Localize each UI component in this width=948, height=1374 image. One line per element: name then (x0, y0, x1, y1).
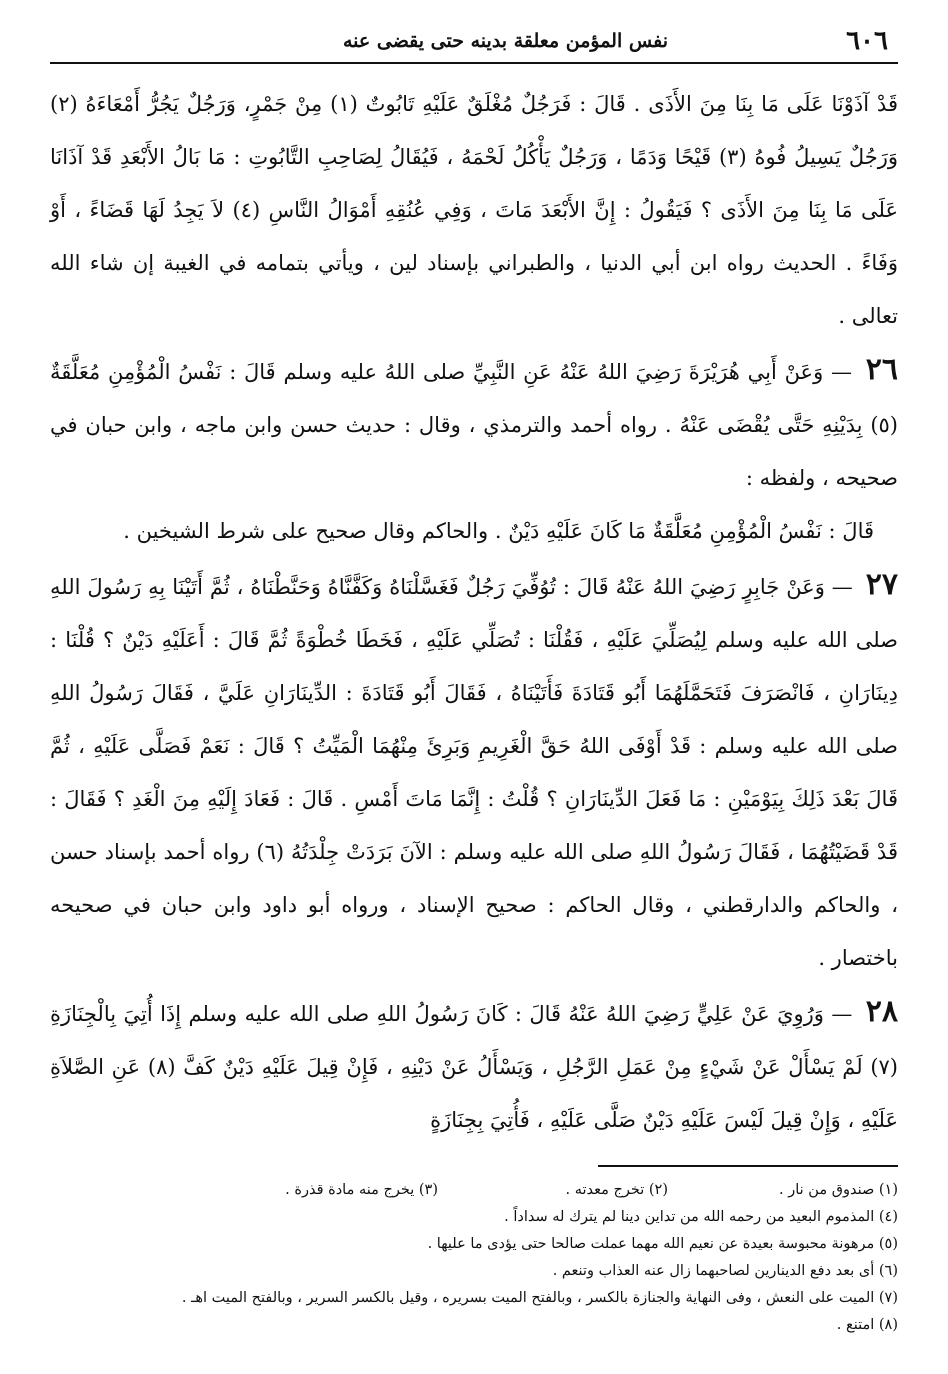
footnote-2: (٢) تخرج معدته . (565, 1182, 668, 1198)
hadith-28 (50, 985, 898, 1147)
main-text (50, 78, 898, 1147)
page-header (50, 22, 898, 64)
footnote-5: (٥) مرهونة محبوسة بعيدة عن نعيم الله مهما عملت صالحا حتى يؤدى ما عليها . (427, 1236, 898, 1252)
hadith-26-variant: قَالَ : نَفْسُ الْمُؤْمِنِ مُعَلَّقَةٌ مَا كَانَ عَلَيْهِ دَيْنٌ . والحاكم وقال صحيح على شرط الشيخين . (123, 519, 874, 543)
hadith-text: — وَعَنْ أَبِي هُرَيْرَةَ رَضِيَ اللهُ عَنْهُ عَنِ النَّبِيِّ صلى اللهُ عليه وسلم قَالَ : نَفْسُ الْمُؤْمِنِ مُعَلَّقَةٌ (٥) بِدَيْنِهِ حَتَّى يُقْضَى عَنْهُ . رواه أحمد والترمذي ، وقال : حديث حسن وابن ماجه ، وابن حبان في صحيحه ، ولفظه : (50, 360, 898, 490)
footnote-divider (598, 1165, 898, 1167)
hadith-text: — وَعَنْ جَابِرٍ رَضِيَ اللهُ عَنْهُ قَالَ : تُوُفِّيَ رَجُلٌ فَغَسَّلْنَاهُ وَكَفَّنَّاهُ وَحَنَّطْنَاهُ ، ثُمَّ أَتَيْنَا بِهِ رَسُولَ اللهِ صلى الله عليه وسلم لِيُصَلِّيَ عَلَيْهِ ، فَقُلْنَا : تُصَلِّي عَلَيْهِ ، فَخَطَا خُطْوَةً ثُمَّ قَالَ : أَعَلَيْهِ دَيْنٌ ؟ قُلْنَا : دِينَارَانِ ، فَانْصَرَفَ فَتَحَمَّلَهُمَا أَبُو قَتَادَةَ فَأَتَيْنَاهُ ، فَقَالَ أَبُو قَتَادَةَ : الدِّينَارَانِ عَلَيَّ ، فَقَالَ رَسُولُ اللهِ صلى الله عليه وسلم : قَدْ أَوْفَى اللهُ حَقَّ الْغَرِيمِ وَبَرِئَ مِنْهُمَا الْمَيِّتُ ؟ قَالَ : نَعَمْ فَصَلَّى عَلَيْهِ ، ثُمَّ قَالَ بَعْدَ ذَلِكَ بِيَوْمَيْنِ : مَا فَعَلَ الدِّينَارَانِ ؟ قُلْتُ : إِنَّمَا مَاتَ أَمْسِ . قَالَ : فَعَادَ إِلَيْهِ مِنَ الْغَدِ ؟ فَقَالَ : قَدْ قَضَيْتُهُمَا ، فَقَالَ رَسُولُ اللهِ صلى الله عليه وسلم : الآنَ بَرَدَتْ جِلْدَتُهُ (٦) رواه أحمد بإسناد حسن ، والحاكم والدارقطني ، وقال الحاكم : صحيح الإسناد ، ورواه أبو داود وابن حبان في صحيحه باختصار . (50, 575, 898, 970)
footnote-1: (١) صندوق من نار . (779, 1182, 898, 1198)
footnote-6: (٦) أى بعد دفع الدينارين لصاحبهما زال عنه العذاب وتنعم . (552, 1263, 898, 1279)
hadith-27 (50, 558, 898, 985)
hadith-number: ٢٨ (865, 994, 898, 1029)
footnote-8: (٨) امتنع . (836, 1317, 898, 1333)
paragraph-continuation: قَدْ آذَوْنَا عَلَى مَا بِنَا مِنَ الأَذَى . قَالَ : فَرَجُلٌ مُغْلَقٌ عَلَيْهِ تَابُوتٌ (١) مِنْ جَمْرٍ، وَرَجُلٌ يَجُرُّ أَمْعَاءَهُ (٢) وَرَجُلٌ يَسِيلُ فُوهُ (٣) قَيْحًا وَدَمًا ، وَرَجُلٌ يَأْكُلُ لَحْمَهُ ، فَيُقَالُ لِصَاحِبِ التَّابُوتِ : مَا بَالُ الأَبْعَدِ قَدْ آذَانَا عَلَى مَا بِنَا مِنَ الأَذَى ؟ فَيَقُولُ : إِنَّ الأَبْعَدَ مَاتَ ، وَفِي عُنُقِهِ أَمْوَالُ النَّاسِ (٤) لاَ يَجِدُ لَهَا قَضَاءً ، أَوْ وَفَاءً . الحديث رواه ابن أبي الدنيا ، والطبراني بإسناد لين ، ويأتي بتمامه في الغيبة إن شاء الله تعالى . (50, 92, 898, 328)
hadith-number: ٢٧ (865, 567, 898, 602)
hadith-number: ٢٦ (865, 352, 898, 387)
hadith-text: — وَرُوِيَ عَنْ عَلِيٍّ رَضِيَ اللهُ عَنْهُ قَالَ : كَانَ رَسُولُ اللهِ صلى الله عليه وسلم إِذَا أُتِيَ بِالْجِنَازَةِ (٧) لَمْ يَسْأَلْ عَنْ شَيْءٍ مِنْ عَمَلِ الرَّجُلِ ، وَيَسْأَلُ عَنْ دَيْنِهِ ، فَإِنْ قِيلَ عَلَيْهِ دَيْنٌ كَفَّ (٨) عَنِ الصَّلاَةِ عَلَيْهِ ، وَإِنْ قِيلَ لَيْسَ عَلَيْهِ دَيْنٌ صَلَّى عَلَيْهِ ، فَأُتِيَ بِجِنَازَةٍ (50, 1002, 898, 1132)
footnote-row (50, 1177, 898, 1204)
footnote-3: (٣) يخرج منه مادة قذرة . (285, 1182, 438, 1198)
footnotes (50, 1177, 898, 1339)
running-title: نفس المؤمن معلقة بدينه حتى يقضى عنه (342, 30, 668, 52)
footnote-7: (٧) الميت على النعش ، وفى النهاية والجنازة بالكسر ، وبالفتح الميت بسريره ، وقيل بالكسر السرير ، وبالفتح الميت اهـ . (181, 1290, 898, 1306)
hadith-26 (50, 343, 898, 505)
footnote-4: (٤) المذموم البعيد من رحمه الله من تداين دينا لم يترك له سداداً . (504, 1209, 898, 1225)
page (50, 22, 898, 1339)
page-number: ٦٠٦ (846, 26, 888, 56)
